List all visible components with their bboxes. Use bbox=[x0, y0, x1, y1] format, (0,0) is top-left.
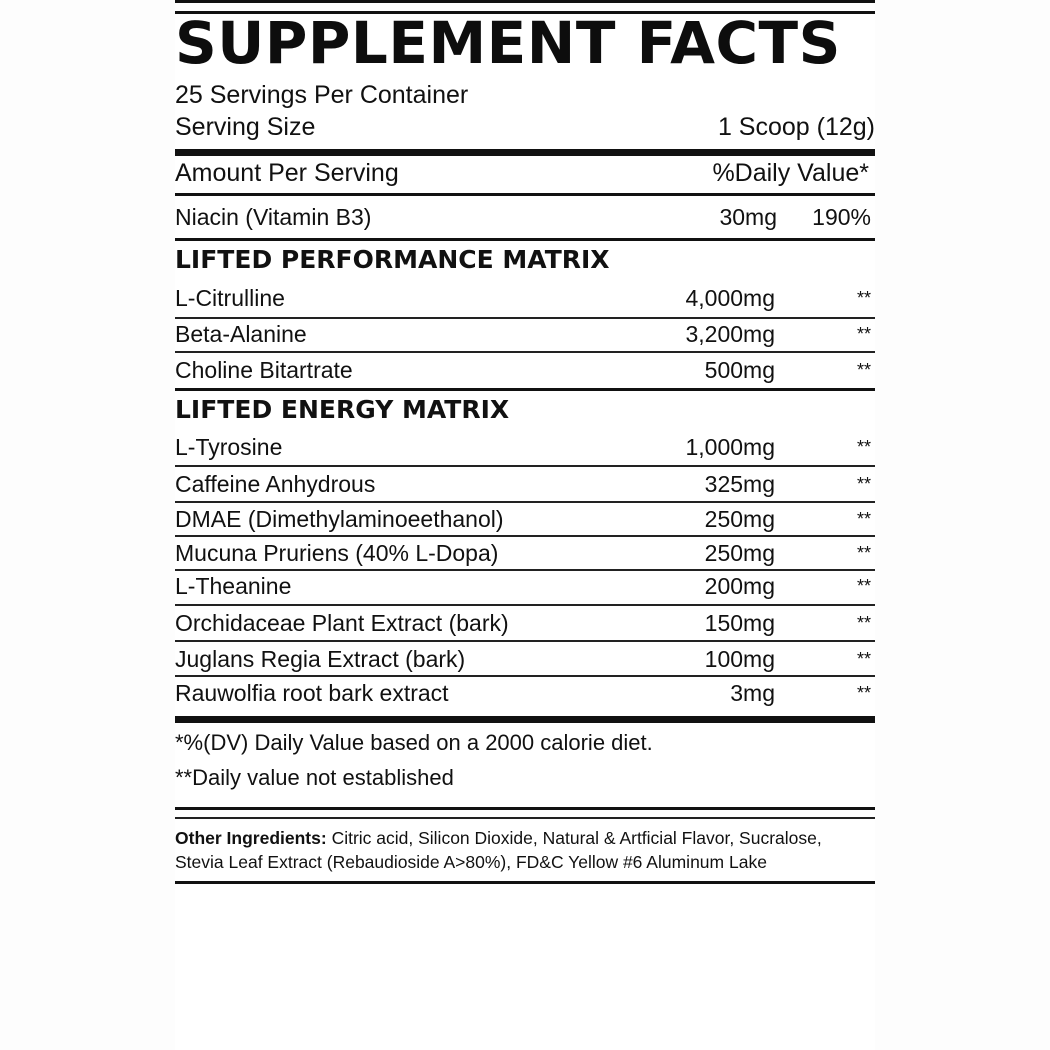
ingredient-name: L-Tyrosine bbox=[175, 434, 283, 460]
section-title-performance: LIFTED PERFORMANCE MATRIX bbox=[175, 245, 610, 274]
ingredient-name: Juglans Regia Extract (bark) bbox=[175, 646, 466, 672]
ingredient-row bbox=[175, 504, 875, 538]
divider-thick bbox=[175, 716, 875, 723]
ingredient-row bbox=[175, 571, 875, 605]
supplement-facts-label bbox=[175, 0, 875, 1050]
nutrient-amount: 30mg bbox=[719, 204, 777, 230]
ingredient-daily-value: ** bbox=[856, 324, 871, 344]
amount-header-row bbox=[175, 158, 875, 188]
label-title: SUPPLEMENT FACTS bbox=[175, 9, 841, 77]
ingredient-daily-value: ** bbox=[856, 288, 871, 308]
ingredient-amount: 200mg bbox=[704, 573, 775, 599]
row-divider bbox=[175, 501, 875, 503]
divider bbox=[175, 807, 875, 810]
other-ingredients-text: Citric acid, Silicon Dioxide, Natural & Artficial Flavor, Sucralose, Stevia Leaf Extract (Rebaudioside A>80%), FD&C Yellow #6 Aluminum Lake bbox=[175, 828, 822, 872]
serving-size-row bbox=[175, 112, 875, 142]
ingredient-row bbox=[175, 678, 875, 712]
footnote-not-established: **Daily value not established bbox=[175, 765, 454, 790]
nutrient-name: Niacin (Vitamin B3) bbox=[175, 204, 372, 230]
amount-per-serving-header: Amount Per Serving bbox=[175, 159, 399, 187]
ingredient-daily-value: ** bbox=[856, 509, 871, 529]
bottom-border bbox=[175, 881, 875, 884]
ingredient-amount: 1,000mg bbox=[685, 434, 775, 460]
ingredient-name: Rauwolfia root bark extract bbox=[175, 680, 449, 706]
divider bbox=[175, 388, 875, 391]
ingredient-name: Caffeine Anhydrous bbox=[175, 471, 376, 497]
ingredient-amount: 3,200mg bbox=[685, 321, 775, 347]
divider bbox=[175, 193, 875, 196]
section-title-energy: LIFTED ENERGY MATRIX bbox=[175, 395, 510, 424]
ingredient-amount: 100mg bbox=[704, 646, 775, 672]
row-divider bbox=[175, 604, 875, 606]
ingredient-name: Orchidaceae Plant Extract (bark) bbox=[175, 610, 509, 636]
row-divider bbox=[175, 675, 875, 677]
ingredient-name: L-Citrulline bbox=[175, 285, 285, 311]
ingredient-name: Mucuna Pruriens (40% L-Dopa) bbox=[175, 540, 499, 566]
ingredient-amount: 4,000mg bbox=[685, 285, 775, 311]
ingredient-amount: 500mg bbox=[704, 357, 775, 383]
ingredient-amount: 150mg bbox=[704, 610, 775, 636]
ingredient-name: DMAE (Dimethylaminoeethanol) bbox=[175, 506, 504, 532]
servings-per-container: 25 Servings Per Container bbox=[175, 81, 469, 109]
ingredient-row bbox=[175, 644, 875, 678]
ingredient-daily-value: ** bbox=[856, 613, 871, 633]
ingredient-row bbox=[175, 432, 875, 466]
ingredient-daily-value: ** bbox=[856, 576, 871, 596]
row-divider bbox=[175, 640, 875, 642]
divider-thick bbox=[175, 149, 875, 156]
footnote-daily-value: *%(DV) Daily Value based on a 2000 calorie diet. bbox=[175, 730, 653, 755]
other-ingredients bbox=[175, 826, 875, 874]
row-divider bbox=[175, 535, 875, 537]
ingredient-name: L-Theanine bbox=[175, 573, 292, 599]
divider bbox=[175, 817, 875, 819]
ingredient-amount: 325mg bbox=[704, 471, 775, 497]
serving-size-value: 1 Scoop (12g) bbox=[717, 113, 875, 141]
ingredient-row bbox=[175, 608, 875, 642]
row-divider bbox=[175, 465, 875, 467]
ingredient-daily-value: ** bbox=[856, 474, 871, 494]
ingredient-row bbox=[175, 319, 875, 353]
ingredient-amount: 3mg bbox=[730, 680, 775, 706]
serving-size-label: Serving Size bbox=[175, 113, 316, 141]
ingredient-amount: 250mg bbox=[704, 506, 775, 532]
ingredient-amount: 250mg bbox=[704, 540, 775, 566]
daily-value-header: %Daily Value* bbox=[712, 159, 869, 187]
ingredient-row bbox=[175, 355, 875, 389]
ingredient-daily-value: ** bbox=[856, 360, 871, 380]
ingredient-name: Beta-Alanine bbox=[175, 321, 307, 347]
ingredient-daily-value: ** bbox=[856, 437, 871, 457]
ingredient-daily-value: ** bbox=[856, 649, 871, 669]
ingredient-name: Choline Bitartrate bbox=[175, 357, 353, 383]
row-divider bbox=[175, 351, 875, 353]
ingredient-row bbox=[175, 469, 875, 503]
ingredient-daily-value: ** bbox=[856, 683, 871, 703]
ingredient-daily-value: ** bbox=[856, 543, 871, 563]
nutrient-daily-value: 190% bbox=[812, 204, 871, 230]
ingredient-row bbox=[175, 538, 875, 572]
ingredient-row bbox=[175, 283, 875, 317]
vitamin-row bbox=[175, 202, 875, 236]
other-ingredients-label: Other Ingredients: bbox=[175, 828, 327, 848]
divider bbox=[175, 238, 875, 241]
